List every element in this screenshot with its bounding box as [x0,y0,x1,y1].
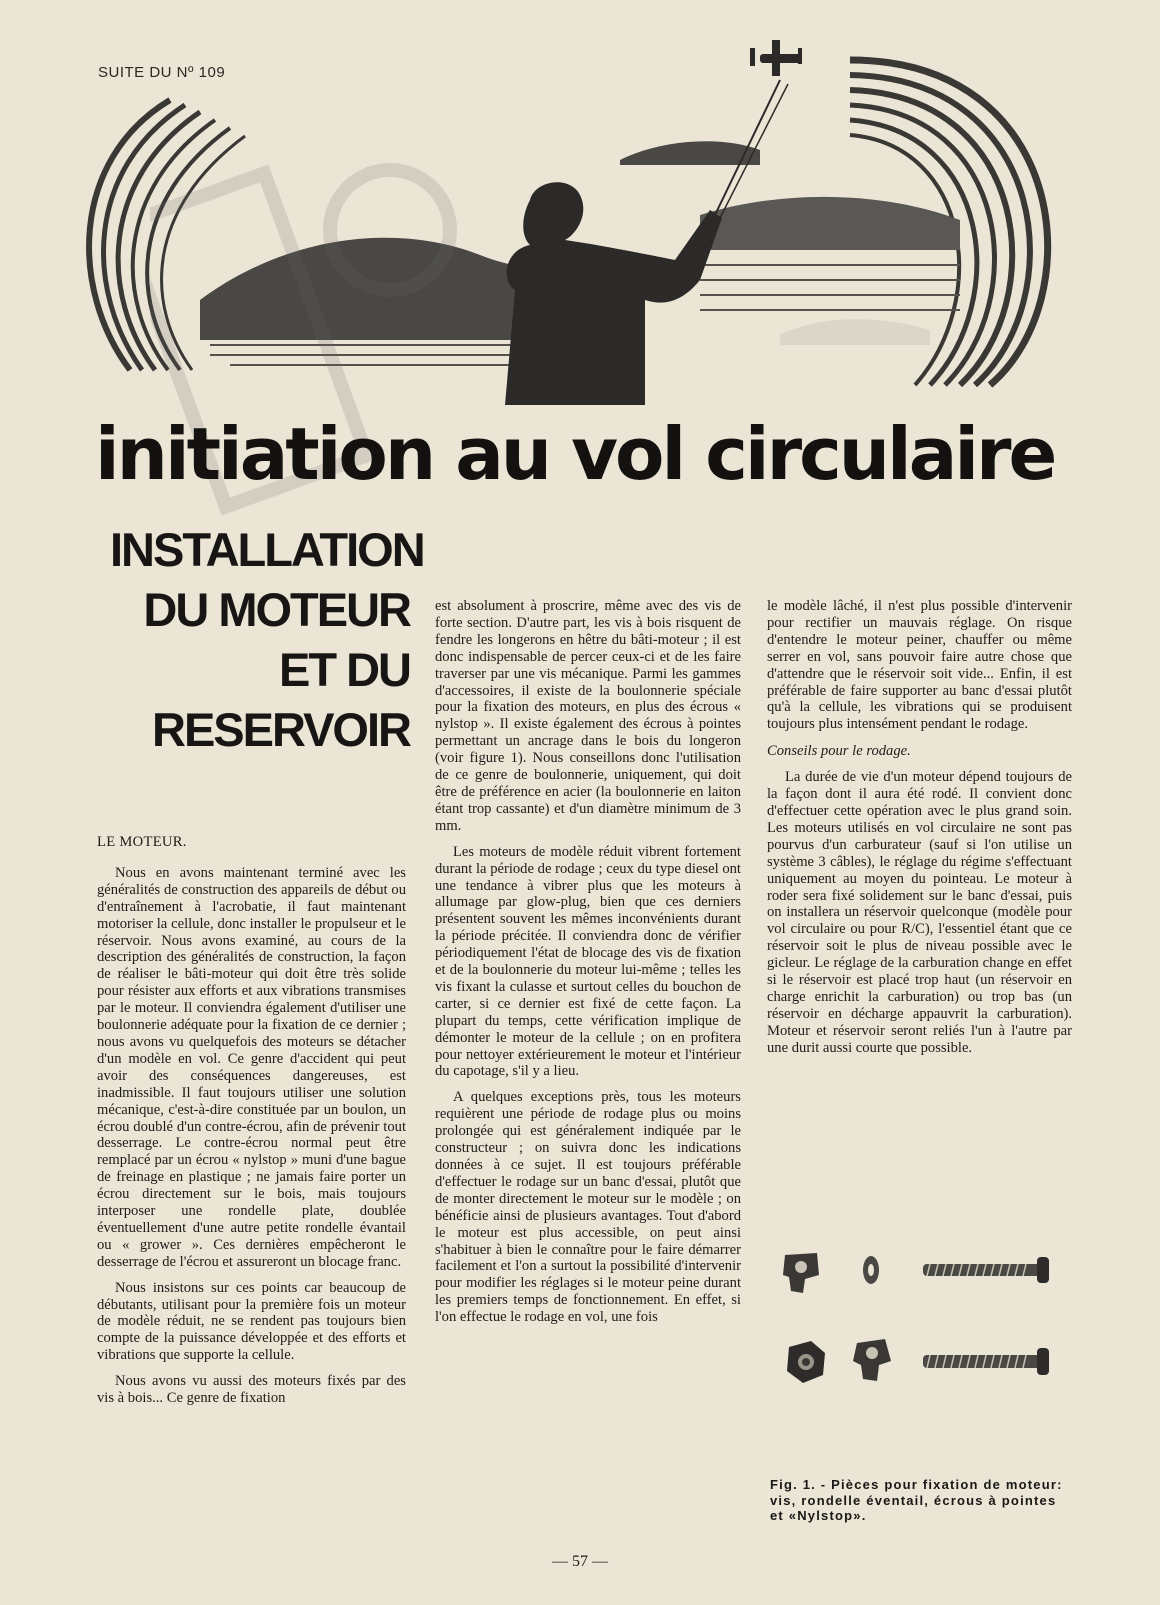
subtitle-line: INSTALLATION [110,523,424,576]
section-heading-moteur: LE MOTEUR. [97,834,187,850]
t-nut-icon [783,1253,819,1293]
paragraph: Les moteurs de modèle réduit vibrent fortement durant la période de rodage ; ceux du type diesel ont une tendance à vibrer plus que les moteurs à allumage par glow-plug, bien que ces derniers présentent souvent les mêmes inconvénients durant la période précitée. Il conviendra donc de vérifier périodiquement l'état de blocage des vis de fixation et de la boulonnerie du moteur lui-même ; telles les vis fixant la culasse et surtout celles du bouchon de carter, si ce dernier est fixé de cette façon. La plupart du temps, cette vérification implique de démonter le moteur de la cellule ; on en profitera pour nettoyer extérieurement le moteur et l'intérieur du capotage, s'il y a lieu. [435,843,741,1080]
section-heading-rodage: Conseils pour le rodage. [767,743,911,760]
suite-label: SUITE DU Nº 109 [98,64,226,81]
paragraph: A quelques exceptions près, tous les moteurs requièrent une période de rodage plus ou moins prolongée qui est généralement indiquée par le constructeur ; on suivra donc les indications données à ce sujet. Il est toujours préférable d'effectuer le rodage sur un banc d'essai, plutôt que de monter directement le moteur sur le modèle ; on bénéficie ainsi de plusieurs avantages. Tout d'abord le moteur est plus accessible, on peut ainsi s'habituer à bien le connaître pour le faire démarrer facilement et l'on a surtout la possibilité d'intervenir pour modifier les réglages si le moteur peine durant les premiers temps de fonctionnement. En effet, si l'on effectue le rodage en vol, une fois [435,1089,741,1326]
figure-1-hardware [775,1235,1075,1435]
screw-icon [923,1348,1049,1375]
subtitle-line: DU MOTEUR [143,583,410,636]
paragraph: le modèle lâché, il n'est plus possible d'intervenir pour rectifier un mauvais réglage. On risque d'entendre le moteur peiner, chauffer ou même serrer en vol, sans pouvoir faire autre chose que d'attendre que le réservoir soit vide... Enfin, il est préférable de faire supporter au banc d'essai plutôt qu'à la cellule, les vibrations qui se produisent toujours plus intensément pendant le rodage. [767,598,1072,733]
article-column-3 [767,598,1072,1066]
paragraph: est absolument à proscrire, même avec des vis de forte section. D'autre part, les vis à bois risquent de fendre les longerons en hêtre du bâti-moteur ; il est donc indispensable de percer ceux-ci et de les faire traverser par une vis mécanique. Parmi les gammes d'accessoires, il existe de la boulonnerie spéciale pour la fixation des moteurs, en plus des écrous « nylstop ». Il existe également des écrous à pointes permettant un ancrage dans le bois du longeron (voir figure 1). Nous conseillons donc l'utilisation de ce genre de boulonnerie, uniquement, qui doit être de préférence en acier (la boulonnerie en laiton étant trop cassante) et d'un diamètre minimum de 3 mm. [435,598,741,834]
subtitle [110,520,424,760]
article-column-1 [97,834,406,1416]
article-column-2 [435,598,741,1335]
paragraph: Nous en avons maintenant terminé avec les généralités de construction des appareils de début ou d'entraînement à l'acrobatie, il faut maintenant motoriser la cellule, donc installer le propulseur et le réservoir. Nous avons examiné, au cours de la description des généralités de construction, la façon de réaliser le bâti-moteur qui doit être très solide pour résister aux efforts et aux vibrations transmises par le moteur. Il conviendra également d'utiliser une boulonnerie adéquate pour la fixation de ce dernier ; nous avons vu quelquefois des moteurs se détacher d'un modèle en vol. Ce genre d'accident qui peut avoir des conséquences dangereuses, est inadmissible. Il faut toujours utiliser une solution mécanique, c'est-à-dire constituée par un boulon, un écrou doublé d'un contre-écrou, afin de prévenir tout desserrage. Le contre-écrou normal peut être remplacé par un écrou « nylstop » muni d'une bague de freinage en plastique ; ne jamais faire porter un écrou directement sur le bois, mais toujours interposer une rondelle plate, doublée éventuellement d'une autre petite rondelle évantail ou « grower ». Ces dernières empêcheront le desserrage de l'écrou et assureront un blocage franc. [97,864,406,1270]
figure-caption: Fig. 1. - Pièces pour fixation de moteur: vis, rondelle éventail, écrous à pointes et «Nylstop». [770,1477,1063,1523]
washer-icon [863,1256,879,1284]
paragraph: Nous avons vu aussi des moteurs fixés par des vis à bois... Ce genre de fixation [97,1373,406,1407]
paragraph: Nous insistons sur ces points car beaucoup de débutants, utilisant pour la première fois un moteur de modèle réduit, ne se rendent pas toujours bien compte de la puissance développée et des efforts et vibrations que supporte la cellule. [97,1279,406,1364]
page-number: — 57 — [552,1553,608,1570]
main-title: initiation au vol circulaire [95,412,1055,496]
paragraph: La durée de vie d'un moteur dépend toujours de la façon dont il aura été rodé. Il convient donc d'effectuer cette opération avec le plus grand soin. Les moteurs utilisés en vol circulaire ne sont pas pourvus d'un carburateur (sauf si l'on utilise un système 3 câbles), le réglage du régime s'effectuant uniquement au moyen du pointeau. Le moteur à roder sera fixé solidement sur le banc d'essai, puis on installera un réservoir quelconque (modèle pour vol circulaire ou pour R/C), l'essentiel étant que ce réservoir soit le plus de niveau possible avec le gicleur. Le réglage de la carburation change en effet si le réservoir est placé trop haut (un réservoir en charge enrichit la carburation) ou trop bas (un réservoir en décharge appauvrit la carburation). Moteur et réservoir seront reliés l'un à l'autre par une durit aussi courte que possible. [767,769,1072,1056]
t-nut-icon [853,1339,891,1381]
nylstop-nut-icon [787,1341,825,1383]
subtitle-line: RESERVOIR [152,703,410,756]
screw-icon [923,1257,1049,1283]
subtitle-line: ET DU [279,643,410,696]
